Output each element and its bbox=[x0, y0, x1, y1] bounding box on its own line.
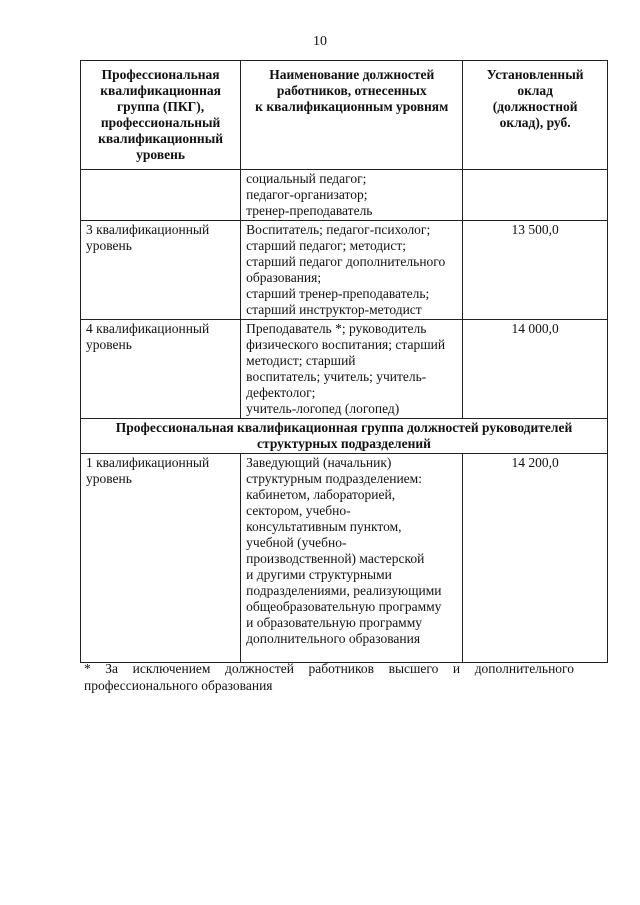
salary-cell bbox=[463, 170, 608, 221]
table-row bbox=[81, 320, 608, 419]
footnote bbox=[84, 660, 574, 694]
header-qualification-group: Профессиональная квалификационная группа (ПКГ), профессиональный квалификационный уровень bbox=[81, 61, 241, 170]
group-header-row bbox=[81, 419, 608, 454]
footnote-line-1: * За исключением должностей работников высшего и дополнительного bbox=[84, 661, 574, 676]
positions-cell: социальный педагог; педагог-организатор; тренер-преподаватель bbox=[241, 170, 463, 221]
group-header: Профессиональная квалификационная группа должностей руководителей структурных подразделений bbox=[81, 419, 608, 454]
footnote-line-2: профессионального образования bbox=[84, 678, 273, 693]
level-cell: 4 квалификационный уровень bbox=[81, 320, 241, 419]
table-row bbox=[81, 221, 608, 320]
salary-cell: 14 200,0 bbox=[463, 454, 608, 663]
table-row bbox=[81, 454, 608, 663]
level-cell: 1 квалификационный уровень bbox=[81, 454, 241, 663]
header-positions: Наименование должностей работников, отнесенных к квалификационным уровням bbox=[241, 61, 463, 170]
positions-cell: Преподаватель *; руководитель физического воспитания; старший методист; старший воспитатель; учитель; учитель- дефектолог; учитель-логопед (логопед) bbox=[241, 320, 463, 419]
table-row bbox=[81, 170, 608, 221]
salary-cell: 14 000,0 bbox=[463, 320, 608, 419]
level-cell bbox=[81, 170, 241, 221]
salary-cell: 13 500,0 bbox=[463, 221, 608, 320]
page-number: 10 bbox=[313, 34, 327, 49]
level-cell: 3 квалификационный уровень bbox=[81, 221, 241, 320]
salary-table bbox=[80, 60, 608, 663]
positions-cell: Воспитатель; педагог-психолог; старший педагог; методист; старший педагог дополнительного образования; старший тренер-преподаватель; старший инструктор-методист bbox=[241, 221, 463, 320]
table-header-row bbox=[81, 61, 608, 170]
header-salary: Установленный оклад (должностной оклад), руб. bbox=[463, 61, 608, 170]
positions-cell: Заведующий (начальник) структурным подразделением: кабинетом, лабораторией, сектором, учебно- консультативным пунктом, учебной (учебно- производственной) мастерской и другими структурными подразделениями, реализующими общеобразовательную программу и образовательную программу дополнительного образования bbox=[241, 454, 463, 663]
